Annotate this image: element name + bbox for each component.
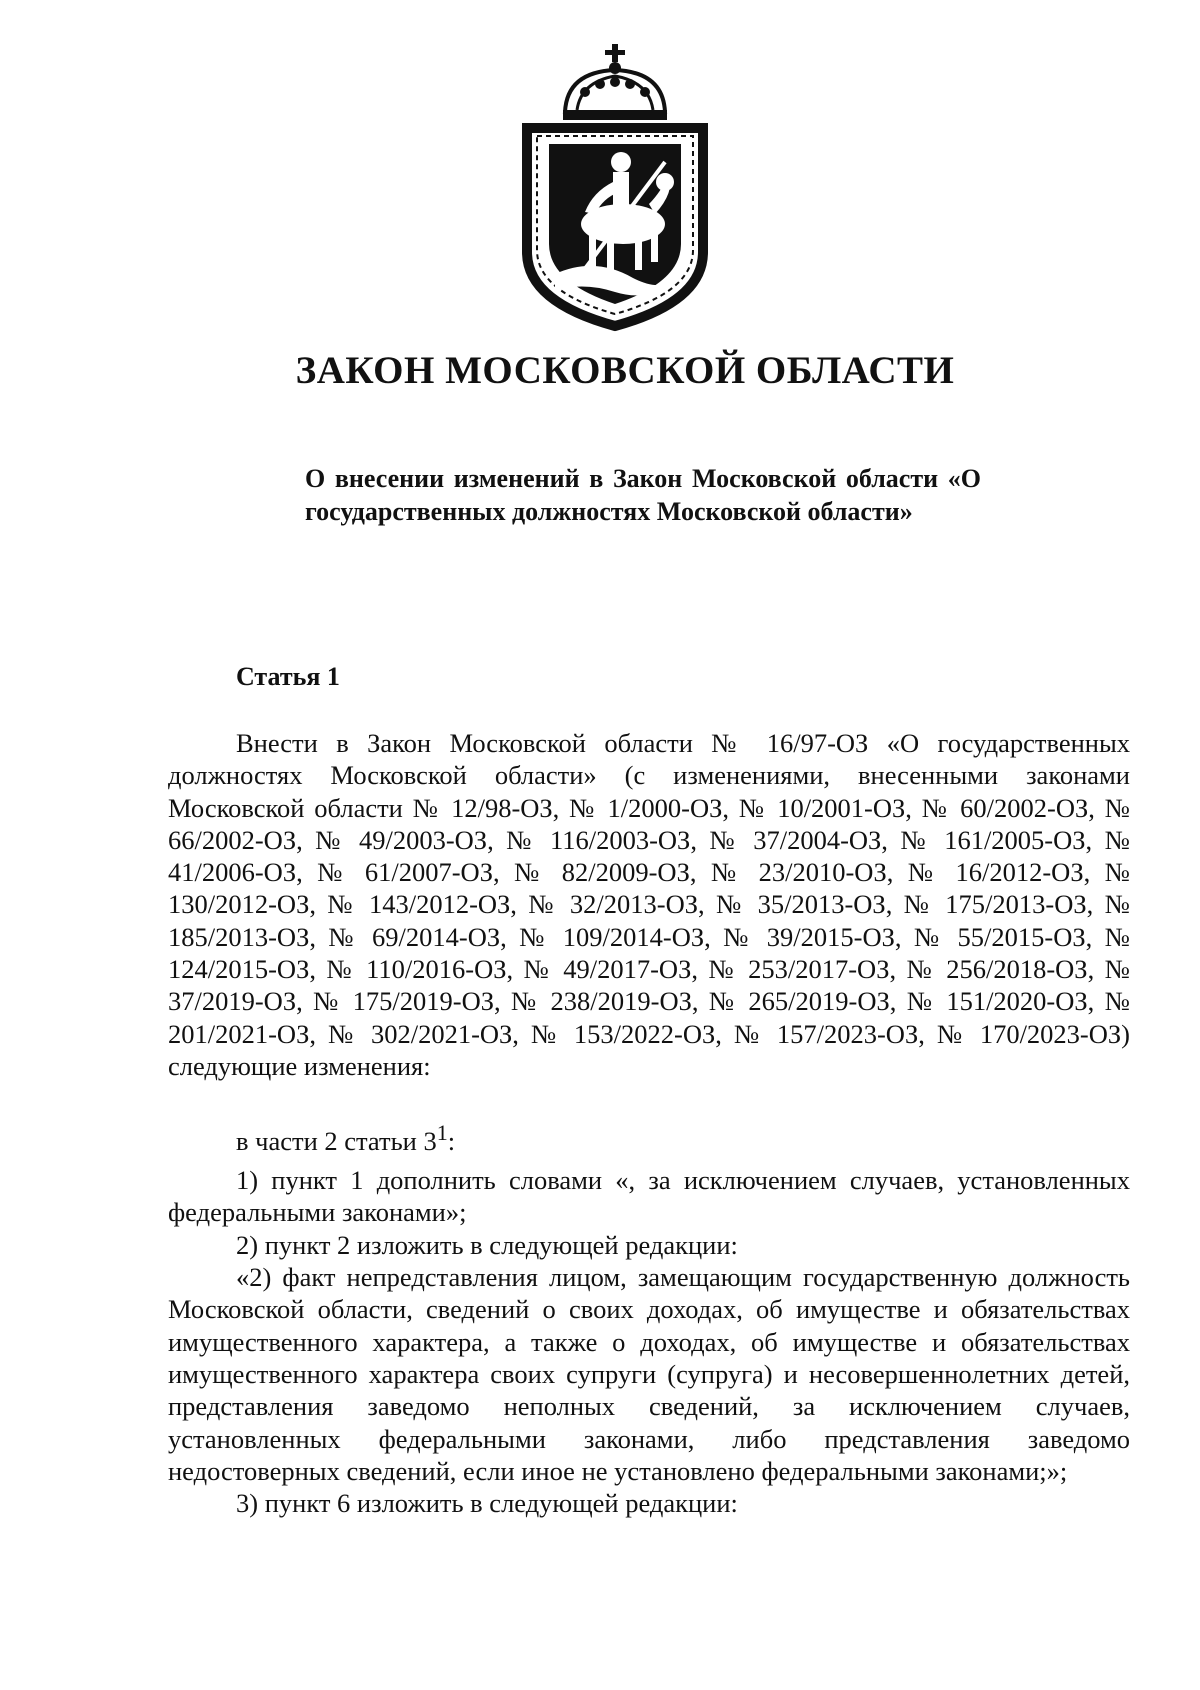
part-intro-superscript: 1 (436, 1120, 448, 1145)
amendments-list (168, 1117, 1130, 1519)
article-heading: Статья 1 (236, 662, 340, 691)
amendment-item-2-text: «2) факт непредставления лицом, замещающим государственную должность Московской области, сведений о своих доходах, об имуществе и обязательствах имущественного характера, а также о доходах, об имуществе и обязательствах имущественного характера своих супруги (супруга) и несовершеннолетних детей, представления заведомо неполных сведений, за исключением случаев, установленных федеральными законами, либо представления заведомо недостоверных сведений, если иное не установлено федеральными законами;»; (168, 1262, 1130, 1486)
amendment-item-1: 1) пункт 1 дополнить словами «, за исключением случаев, установленных федеральными законами»; (168, 1165, 1130, 1228)
part-intro-text: в части 2 статьи 3 (236, 1125, 437, 1156)
article-intro-paragraph: Внести в Закон Московской области № 16/97-ОЗ «О государственных должностях Московской области» (с изменениями, внесенными законами Московской области № 12/98-ОЗ, № 1/2000-ОЗ, № 10/2001-ОЗ, № 60/2002-ОЗ, № 66/2002-ОЗ, № 49/2003-ОЗ, № 116/2003-ОЗ, № 37/2004-ОЗ, № 161/2005-ОЗ, № 41/2006-ОЗ, № 61/2007-ОЗ, № 82/2009-ОЗ, № 23/2010-ОЗ, № 16/2012-ОЗ, № 130/2012-ОЗ, № 143/2012-ОЗ, № 32/2013-ОЗ, № 35/2013-ОЗ, № 175/2013-ОЗ, № 185/2013-ОЗ, № 69/2014-ОЗ, № 109/2014-ОЗ, № 39/2015-ОЗ, № 55/2015-ОЗ, № 124/2015-ОЗ, № 110/2016-ОЗ, № 49/2017-ОЗ, № 253/2017-ОЗ, № 256/2018-ОЗ, № 37/2019-ОЗ, № 175/2019-ОЗ, № 238/2019-ОЗ, № 265/2019-ОЗ, № 151/2020-ОЗ, № 201/2021-ОЗ, № 302/2021-ОЗ, № 153/2022-ОЗ, № 157/2023-ОЗ, № 170/2023-ОЗ) следующие изменения: (168, 728, 1130, 1081)
article-body (168, 727, 1130, 1082)
coat-of-arms-icon (515, 42, 715, 332)
part-intro-paragraph (168, 1117, 1130, 1157)
law-title: ЗАКОН МОСКОВСКОЙ ОБЛАСТИ (295, 349, 955, 392)
amendment-item-2: 2) пункт 2 изложить в следующей редакции: (236, 1229, 738, 1260)
amendment-item-3: 3) пункт 6 изложить в следующей редакции: (236, 1488, 738, 1519)
law-subtitle: О внесении изменений в Закон Московской области «О государственных должностях Московской области» (305, 464, 981, 526)
part-intro-colon: : (447, 1125, 456, 1156)
